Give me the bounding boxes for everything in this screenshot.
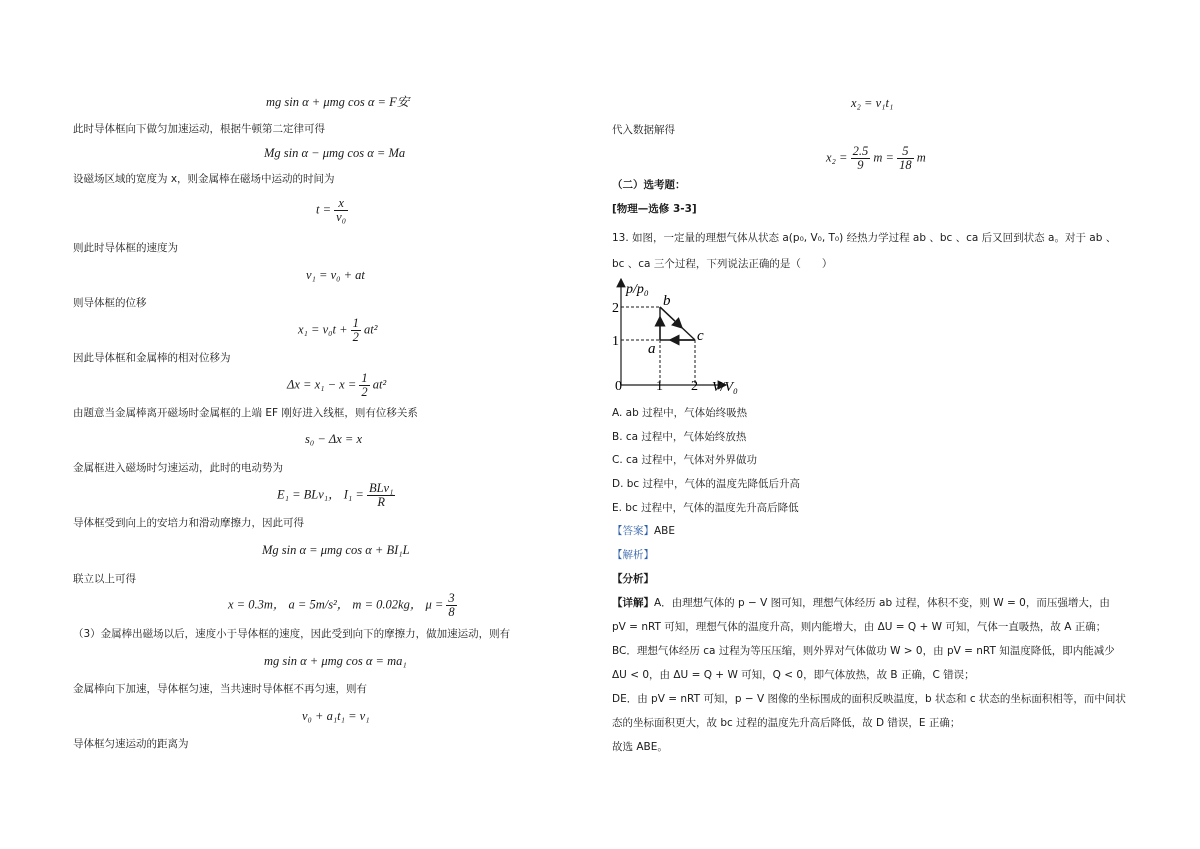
text-frame-accelerates: 此时导体框向下做匀加速运动，根据牛顿第二定律可得 [73, 123, 325, 135]
eq-relative-displacement: Δx = x₁ − x = $\frac{1}{2}$ at² [287, 371, 387, 399]
section-heading: （二）选考题： [612, 179, 686, 191]
text-relative-displacement: 因此导体框和金属棒的相对位移为 [73, 352, 231, 364]
x-tick-2: 2 [691, 379, 698, 394]
eq-common-speed: v₀ + a₁t₁ = v₁ [302, 709, 370, 723]
detail-line-1: 【详解】A．由理想气体的 p − V 图可知，理想气体经历 ab 过程，体积不变，则 W = 0，而压强增大，由 [612, 597, 1110, 609]
origin-label: 0 [615, 379, 622, 394]
pv-diagram [606, 273, 766, 401]
x-tick-1: 1 [656, 379, 663, 394]
text-combine: 联立以上可得 [73, 573, 136, 585]
text-part-3: （3）金属棒出磁场以后，速度小于导体框的速度，因此受到向下的摩擦力，做加速运动，则有 [73, 628, 511, 640]
eq-newton-second-law: Mg sin α − μmg cos α = Ma [264, 146, 406, 160]
text-frame-displacement: 则导体框的位移 [73, 297, 147, 309]
point-c-label: c [697, 328, 704, 344]
question-line-2: bc 、ca 三个过程，下列说法正确的是（ ） [612, 258, 833, 270]
detail-line-2: pV = nRT 可知，理想气体的温度升高，则内能增大，由 ΔU = Q + W 可知，气体一直吸热，故 A 正确； [612, 621, 1107, 633]
text-common-speed: 金属棒向下加速，导体框匀速，当共速时导体框不再匀速，则有 [73, 683, 367, 695]
eq-emf-current: E₁ = BLv₁， I₁ = $\frac{\text{BLv₁}}{R}$ [277, 481, 394, 509]
detail-line-6: 态的坐标面积更大，故 bc 过程的温度先升高后降低，故 D 错误，E 正确； [612, 717, 961, 729]
text-field-width: 设磁场区域的宽度为 x，则金属棒在磁场中运动的时间为 [73, 173, 335, 185]
text-emf: 金属框进入磁场时匀速运动，此时的电动势为 [73, 462, 283, 474]
subsection-heading: [物理—选修 3-3] [612, 203, 697, 215]
y-tick-2: 2 [612, 301, 619, 316]
text-frame-speed: 则此时导体框的速度为 [73, 242, 178, 254]
detail-line-3: BC．理想气体经历 ca 过程为等压压缩，则外界对气体做功 W > 0，由 pV = nRT 知温度降低，即内能减少 [612, 645, 1115, 657]
eq-x2-result: x₂ = $\frac{2.5}{9}$ m = $\frac{5}{18}$ m [826, 144, 926, 172]
option-c: C. ca 过程中，气体对外界做功 [612, 454, 758, 466]
question-line-1: 13. 如图，一定量的理想气体从状态 a(p₀, V₀, T₀) 经热力学过程 ab 、bc 、ca 后又回到状态 a。对于 ab 、 [612, 232, 1117, 244]
text-substitute: 代入数据解得 [612, 124, 675, 136]
text-displacement-relation: 由题意当金属棒离开磁场时金属框的上端 EF 刚好进入线框，则有位移关系 [73, 407, 418, 419]
eq-time: t = $\frac{x}{\text{v₀}}$ [316, 196, 347, 224]
point-b-label: b [663, 293, 671, 309]
p-axis-label: p/p₀ [626, 282, 649, 297]
analysis-tag: 【解析】 [612, 549, 654, 561]
eq-position-relation: s₀ − Δx = x [305, 432, 363, 446]
eq-distance-x2: x₂ = v₁t₁ [851, 96, 894, 110]
eq-results: x = 0.3m， a = 5m/s²， m = 0.02kg， μ = $\frac{3}{8}$ [228, 591, 455, 619]
eq-speed: v₁ = v₀ + at [306, 268, 365, 282]
option-a: A. ab 过程中，气体始终吸热 [612, 407, 748, 419]
eq-force-balance: Mg sin α = μmg cos α + BI₁L [262, 543, 410, 557]
v-axis-label: V/V₀ [712, 380, 738, 395]
eq-ampere-force: mg sin α + μmg cos α = F安 [266, 95, 410, 109]
text-forces-on-frame: 导体框受到向上的安培力和滑动摩擦力，因此可得 [73, 517, 304, 529]
answer-tag: 【答案】 [612, 525, 654, 537]
detail-conclusion: 故选 ABE。 [612, 741, 668, 753]
detail-line-5: DE．由 pV = nRT 可知，p − V 图像的坐标围成的面积反映温度，b 状态和 c 状态的坐标面积相等，而中间状 [612, 693, 1126, 705]
eq-displacement: x₁ = v₀t + $\frac{1}{2}$ at² [298, 316, 378, 344]
answer-line [612, 523, 675, 539]
arrow-bc [660, 307, 679, 325]
point-a-label: a [648, 341, 656, 357]
text-uniform-distance: 导体框匀速运动的距离为 [73, 738, 189, 750]
y-tick-1: 1 [612, 334, 619, 349]
option-d: D. bc 过程中，气体的温度先降低后升高 [612, 478, 801, 490]
option-e: E. bc 过程中，气体的温度先升高后降低 [612, 502, 799, 514]
fenxi-tag: 【分析】 [612, 573, 654, 585]
answer-value: ABE [654, 525, 676, 537]
detail-line-4: ΔU < 0，由 ΔU = Q + W 可知，Q < 0，即气体放热，故 B 正确，C 错误； [612, 669, 975, 681]
option-b: B. ca 过程中，气体始终放热 [612, 431, 747, 443]
eq-rod-acceleration: mg sin α + μmg cos α = ma₁ [264, 654, 407, 668]
detail-tag: 【详解】 [612, 597, 654, 609]
